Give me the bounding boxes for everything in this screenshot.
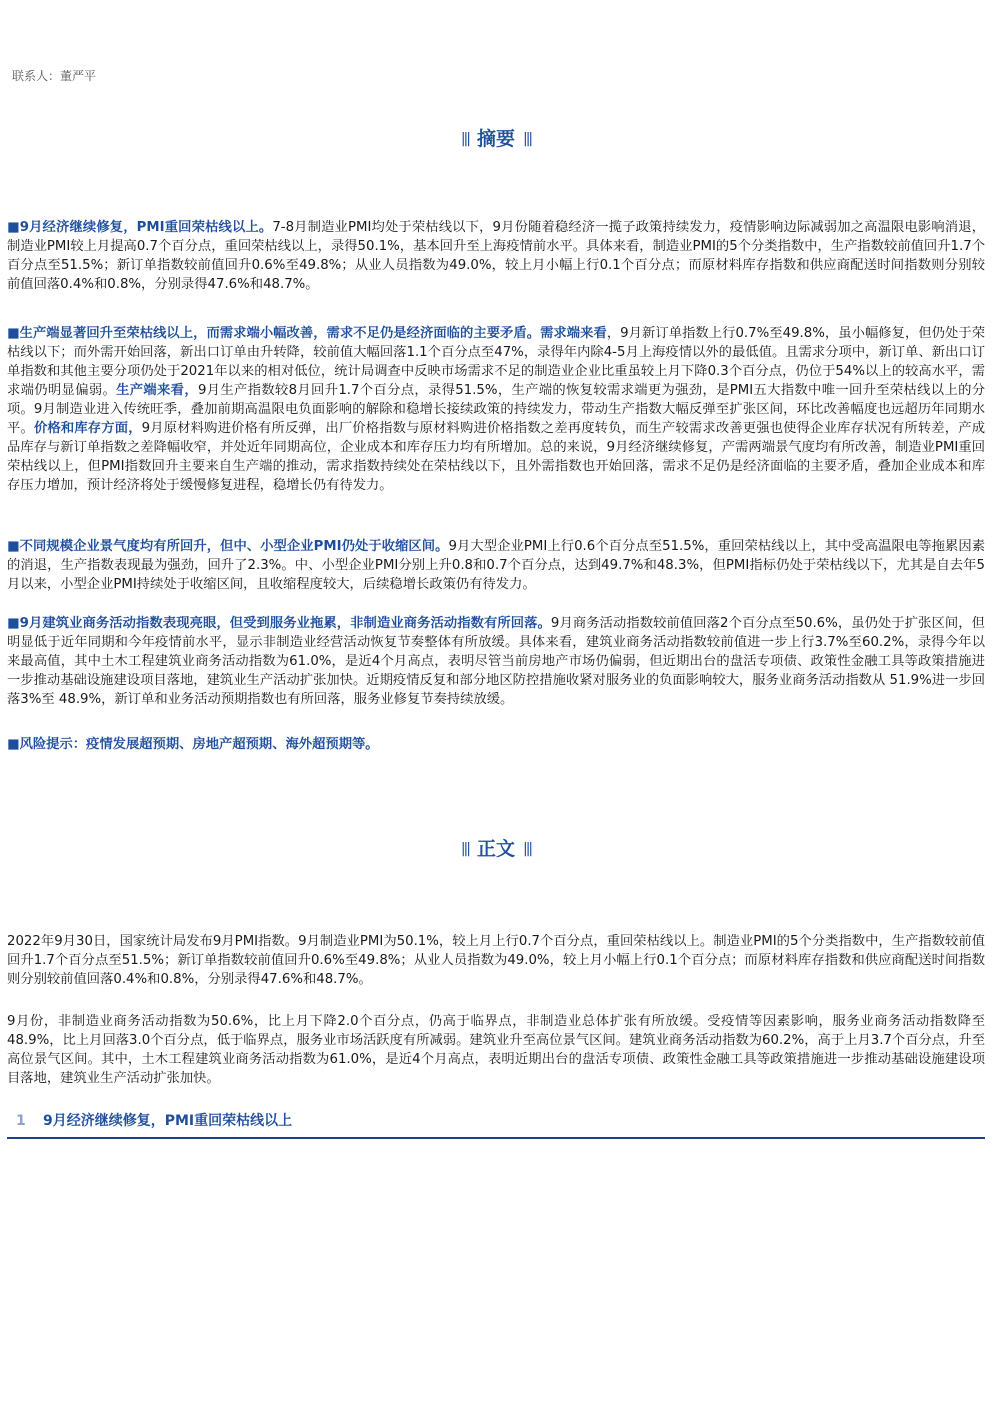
summary-paragraph-highlight: 价格和库存方面， (33, 421, 142, 436)
summary-paragraph-text: 9月生产指数较8月回升1.7个百分点，录得51.5%，生产端的恢复较需求端更为强劲，是PMI五大指数中唯一回升至荣枯线以上的分项。9月制造业进入传统旺季，叠加前期高温限电负面影响的解除和稳增长接续政策的持续发力，带动生产指数大幅反弹至扩张区间，环比改善幅度也远超历年同期水平。 (7, 383, 986, 436)
summary-heading (0, 124, 992, 151)
summary-paragraph-highlight: 生产端来看， (116, 383, 198, 398)
heading-bar-right-icon: ||| (523, 841, 532, 857)
heading-bar-right-icon: ||| (523, 131, 532, 147)
summary-paragraph (7, 614, 985, 709)
heading-bar-left-icon: ||| (460, 841, 469, 857)
body-heading (0, 834, 992, 861)
summary-paragraph-highlight: ■9月经济继续修复，PMI重回荣枯线以上。 (7, 220, 273, 235)
risk-warning (7, 735, 985, 754)
body-heading-text: 正文 (476, 838, 515, 860)
heading-bar-left-icon: ||| (460, 131, 469, 147)
summary-paragraph-text: 9月原材料购进价格有所反弹，出厂价格指数与原材料购进价格指数之差再度转负，而生产较需求改善更强也使得企业库存状况有所转差，产成品库存与新订单指数之差降幅收窄，并处近年同期高位，企业成本和库存压力均有所增加。总的来说，9月经济继续修复，产需两端景气度均有所改善，制造业PMI重回荣枯线以上，但PMI指数回升主要来自生产端的推动，需求指数持续处在荣枯线以下，且外需指数也开始回落，需求不足仍是经济面临的主要矛盾，叠加企业成本和库存压力增加，预计经济将处于缓慢修复进程，稳增长仍有待发力。 (7, 421, 986, 493)
summary-paragraph-text: ，9月新订单指数上行0.7%至49.8%，虽小幅修复，但仍处于荣枯线以下；而外需开始回落，新出口订单由升转降，较前值大幅回落1.1个百分点至47%，录得年内除4-5月上海疫情以外的最低值。且需求分项中，新订单、新出口订单指数和其他主要分项仍处于2021年以来的相对低位，统计局调查中反映市场需求不足的制造业企业比重虽较上月下降0.3个百分点，仍位于54%以上的较高水平，需求端仍明显偏弱。 (7, 326, 986, 398)
summary-paragraph-highlight: ■9月建筑业商务活动指数表现亮眼，但受到服务业拖累，非制造业商务活动指数有所回落。 (7, 616, 551, 631)
risk-warning-text: ■风险提示：疫情发展超预期、房地产超预期、海外超预期等。 (7, 737, 379, 752)
body-paragraph: 9月份，非制造业商务活动指数为50.6%，比上月下降2.0个百分点，仍高于临界点，非制造业总体扩张有所放缓。受疫情等因素影响，服务业商务活动指数降至48.9%，比上月回落3.0个百分点，低于临界点，服务业市场活跃度有所减弱。建筑业升至高位景气区间。建筑业商务活动指数为60.2%，高于上月3.7个百分点，升至高位景气区间。其中，土木工程建筑业商务活动指数为61.0%，是近4个月高点，表明近期出台的盘活专项债、政策性金融工具等政策措施进一步推动基础设施建设项目落地，建筑业生产活动扩张加快。 (7, 1014, 985, 1086)
chapter-number: 1 (16, 1113, 26, 1129)
chapter-title: 9月经济继续修复，PMI重回荣枯线以上 (43, 1113, 293, 1129)
summary-paragraph (7, 537, 985, 594)
summary-paragraph-highlight: ■不同规模企业景气度均有所回升，但中、小型企业PMI仍处于收缩区间。 (7, 539, 449, 554)
body-paragraph: 2022年9月30日，国家统计局发布9月PMI指数。9月制造业PMI为50.1%，较上月上行0.7个百分点，重回荣枯线以上。制造业PMI的5个分类指数中，生产指数较前值回升1.7个百分点至51.5%；新订单指数较前值回升0.6%至49.8%；从业人员指数为49.0%，较上月小幅上行0.1个百分点；而原材料库存指数和供应商配送时间指数则分别较前值回落0.4%和0.8%，分别录得47.6%和48.7%。 (7, 934, 985, 987)
chapter-heading (7, 1110, 985, 1139)
summary-paragraph-highlight: ■生产端显著回升至荣枯线以上，而需求端小幅改善，需求不足仍是经济面临的主要矛盾。需求端来看 (7, 326, 607, 341)
contact-person: 联系人：董严平 (12, 69, 97, 83)
summary-paragraph (7, 218, 985, 294)
summary-heading-text: 摘要 (476, 128, 515, 150)
summary-paragraph-text: 9月大型企业PMI上行0.6个百分点至51.5%，重回荣枯线以上，其中受高温限电等拖累因素的消退，生产指数表现最为强劲，回升了2.3%。中、小型企业PMI分别上升0.8和0.7个百分点，达到49.7%和48.3%，但PMI指标仍处于荣枯线以下，尤其是自去年5月以来，小型企业PMI持续处于收缩区间，且收缩程度较大，后续稳增长政策仍有待发力。 (7, 539, 985, 592)
summary-paragraph-text: 7-8月制造业PMI均处于荣枯线以下，9月份随着稳经济一揽子政策持续发力，疫情影响边际减弱加之高温限电影响消退，制造业PMI较上月提高0.7个百分点，重回荣枯线以上，录得50.1%，基本回升至上海疫情前水平。具体来看，制造业PMI的5个分类指数中，生产指数较前值回升1.7个百分点至51.5%；新订单指数较前值回升0.6%至49.8%；从业人员指数为49.0%，较上月小幅上行0.1个百分点；而原材料库存指数和供应商配送时间指数则分别较前值回落0.4%和0.8%，分别录得47.6%和48.7%。 (7, 220, 985, 292)
summary-paragraph-text: 9月商务活动指数较前值回落2个百分点至50.6%，虽仍处于扩张区间，但明显低于近年同期和今年疫情前水平，显示非制造业经营活动恢复节奏整体有所放缓。具体来看，建筑业商务活动指数较前值进一步上行3.7%至60.2%，录得今年以来最高值，其中土木工程建筑业商务活动指数为61.0%，是近4个月高点，表明尽管当前房地产市场仍偏弱，但近期出台的盘活专项债、政策性金融工具等政策措施进一步推动基础设施建设项目落地，建筑业生产活动扩张加快。近期疫情反复和部分地区防控措施收紧对服务业的负面影响较大，服务业商务活动指数从 51.9%进一步回落3%至 48.9%，新订单和业务活动预期指数也有所回落，服务业修复节奏持续放缓。 (7, 616, 985, 707)
summary-paragraph (7, 324, 985, 495)
